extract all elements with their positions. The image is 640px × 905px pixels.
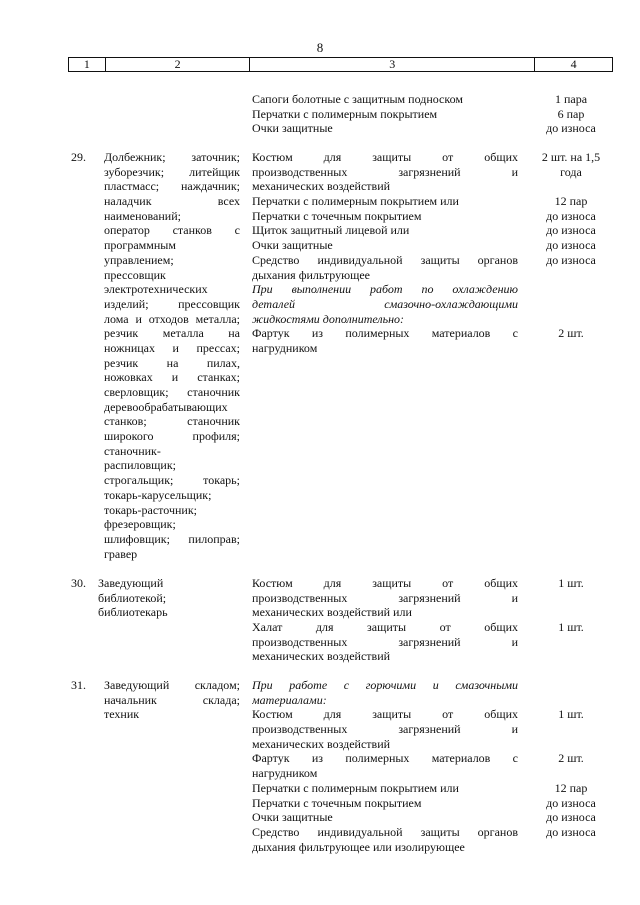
item-line: Костюм для защиты от общих (252, 150, 518, 164)
profession-line: сверловщик; станочник (104, 385, 240, 399)
cont-item: Очки защитные (252, 121, 333, 136)
qty-cell: 1 шт. (558, 707, 584, 722)
qty-cell: до износа (546, 238, 596, 253)
profession-line: управлением; (104, 252, 174, 267)
profession-line: резчик металла на (104, 326, 240, 341)
row-30-professions (98, 576, 238, 620)
header-col-4: 4 (534, 58, 612, 71)
qty-cell (530, 766, 612, 781)
row-30-items (252, 576, 518, 664)
qty-cell (530, 268, 612, 283)
item-line: Фартук из полимерных материалов с (252, 326, 518, 341)
qty-cell (530, 297, 612, 312)
cont-qty (530, 92, 612, 136)
profession-line: токарь-расточник; (104, 502, 197, 517)
qty-cell (530, 179, 612, 194)
item-line: нагрудником (252, 340, 318, 355)
row-31-number: 31. (71, 678, 86, 692)
item-line: Костюм для защиты от общих (252, 707, 518, 722)
profession-line: начальник склада; (104, 692, 240, 707)
profession-line: Заведующий складом; (104, 678, 240, 692)
profession-line: пластмасс; наждачник; (104, 179, 240, 194)
profession-line: изделий; прессовщик (104, 296, 240, 311)
qty-cell: года (560, 164, 582, 179)
item-line: дыхания фильтрующее или изолирующее (252, 839, 465, 854)
qty-cell (530, 737, 612, 752)
row-29-qty (530, 150, 612, 341)
item-line: Средство индивидуальной защиты органов (252, 824, 518, 839)
header-col-3: 3 (249, 58, 534, 71)
item-line: производственных загрязнений и (252, 164, 518, 179)
profession-line: прессовщик (104, 267, 166, 282)
qty-cell (530, 678, 612, 693)
profession-line: фрезеровщик; (104, 517, 176, 532)
table-header (68, 57, 613, 72)
item-line: Перчатки с точечным покрытием (252, 208, 422, 223)
qty-cell (530, 722, 612, 737)
row-29-number: 29. (71, 150, 86, 164)
qty-cell (530, 282, 612, 297)
profession-line: лома и отходов металла; (104, 311, 240, 326)
profession-line: ножницах и прессах; (104, 340, 240, 355)
profession-line: Заведующий (98, 576, 164, 590)
qty-cell: 12 пар (554, 194, 588, 209)
qty-cell (530, 693, 612, 708)
profession-line: ножовках и станках; (104, 370, 240, 385)
qty-cell: 1 шт. (558, 576, 584, 590)
profession-line: наименований; (104, 208, 181, 223)
page-number: 8 (316, 40, 324, 55)
qty-cell: до износа (546, 824, 596, 839)
profession-line: станочник- (104, 443, 161, 458)
profession-line: деревообрабатывающих (104, 399, 228, 414)
qty-cell: до износа (546, 223, 596, 238)
item-line: деталей смазочно-охлаждающими (252, 296, 518, 311)
qty-cell: до износа (546, 795, 596, 810)
profession-line: Долбежник; заточник; (104, 150, 240, 164)
item-line: механических воздействий или (252, 605, 412, 620)
profession-line: резчик на пилах, (104, 355, 240, 370)
qty-cell (530, 605, 612, 620)
qty-cell: до износа (546, 252, 596, 267)
profession-line: распиловщик; (104, 458, 176, 473)
item-line: Очки защитные (252, 238, 333, 253)
cont-qty-cell: 1 пара (554, 92, 588, 106)
profession-line: строгальщик; токарь; (104, 473, 240, 488)
qty-cell: 12 пар (554, 780, 588, 795)
cont-item: Перчатки с полимерным покрытием (252, 106, 438, 121)
header-col-1: 1 (83, 57, 90, 71)
row-31-professions (104, 678, 240, 722)
item-line: материалами: (252, 692, 327, 707)
cont-qty-cell: до износа (546, 121, 596, 136)
qty-cell: 2 шт. (558, 326, 584, 341)
item-line: При выполнении работ по охлаждению (252, 282, 518, 297)
item-line: Фартук из полимерных материалов с (252, 751, 518, 766)
row-31-qty (530, 678, 612, 840)
qty-cell (530, 591, 612, 606)
qty-cell: 2 шт. на 1,5 (541, 150, 601, 164)
item-line: нагрудником (252, 766, 318, 781)
row-29-professions (104, 150, 240, 561)
item-line: Щиток защитный лицевой или (252, 223, 410, 238)
profession-line: оператор станков с (104, 223, 240, 238)
item-line: Халат для защиты от общих (252, 620, 518, 635)
item-line: жидкостями дополнительно: (252, 311, 405, 326)
header-col-2: 2 (105, 58, 249, 71)
profession-line: техник (104, 707, 140, 722)
cont-qty-cell: 6 пар (557, 106, 585, 121)
item-line: Перчатки с полимерным покрытием или (252, 194, 459, 209)
qty-cell: 1 шт. (558, 620, 584, 635)
profession-line: зуборезчик; литейщик (104, 164, 240, 179)
row-30-qty (530, 576, 612, 635)
profession-line: станков; станочник (104, 414, 240, 429)
qty-cell (530, 312, 612, 327)
qty-cell: до износа (546, 208, 596, 223)
item-line: Перчатки с полимерным покрытием или (252, 780, 459, 795)
profession-line: библиотекарь (98, 605, 168, 620)
profession-line: широкого профиля; (104, 429, 240, 444)
profession-line: гравер (104, 546, 138, 561)
item-line: механических воздействий (252, 179, 391, 194)
qty-cell: до износа (546, 810, 596, 825)
profession-line: токарь-карусельщик; (104, 487, 212, 502)
item-line: При работе с горючими и смазочными (252, 678, 518, 692)
profession-line: шлифовщик; пилоправ; (104, 531, 240, 546)
item-line: механических воздействий (252, 649, 391, 664)
profession-line: библиотекой; (98, 590, 167, 605)
item-line: Средство индивидуальной защиты органов (252, 252, 518, 267)
item-line: Костюм для защиты от общих (252, 576, 518, 590)
item-line: механических воздействий (252, 736, 391, 751)
row-31-items (252, 678, 518, 854)
item-line: Перчатки с точечным покрытием (252, 795, 422, 810)
item-line: производственных загрязнений и (252, 722, 518, 737)
item-line: производственных загрязнений и (252, 634, 518, 649)
profession-line: электротехнических (104, 282, 208, 297)
cont-items (252, 92, 522, 136)
cont-item: Сапоги болотные с защитным подноском (252, 92, 463, 106)
qty-cell: 2 шт. (558, 751, 584, 766)
item-line: Очки защитные (252, 810, 333, 825)
row-29-items (252, 150, 518, 356)
item-line: дыхания фильтрующее (252, 267, 370, 282)
row-30-number: 30. (71, 576, 86, 590)
profession-line: наладчик всех (104, 194, 240, 209)
item-line: производственных загрязнений и (252, 590, 518, 605)
profession-line: программным (104, 238, 176, 253)
